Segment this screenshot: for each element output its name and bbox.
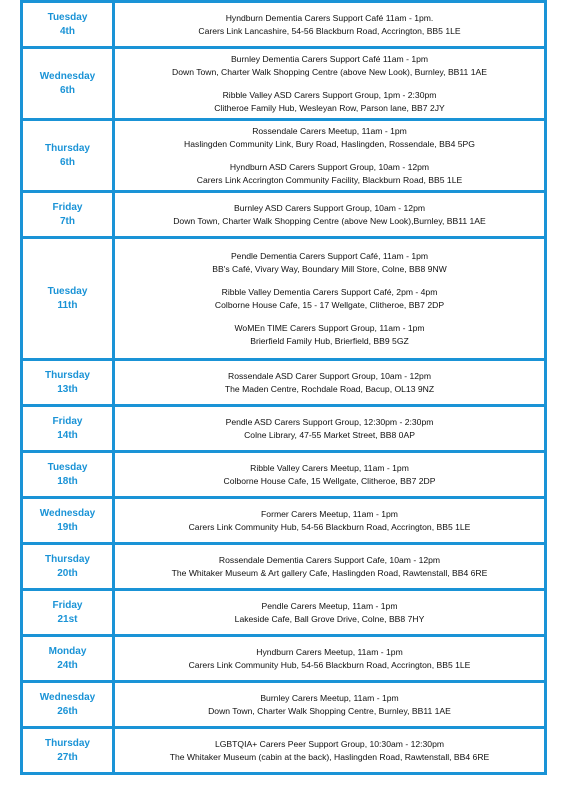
date-label: 14th [57,429,78,441]
schedule-row [22,2,546,48]
date-label: 11th [57,299,78,311]
date-label: 6th [60,84,75,96]
events-cell [114,48,546,120]
day-cell [22,498,114,544]
events-cell [114,498,546,544]
event-title: Ribble Valley Dementia Carers Support Café, 2pm - 4pm [221,287,438,297]
event-title: Pendle ASD Carers Support Group, 12:30pm - 2:30pm [225,417,434,427]
event-item [115,322,544,347]
event-location: Carers Link Community Hub, 54-56 Blackburn Road, Accrington, BB5 1LE [188,521,471,532]
event-item [115,89,544,114]
event-item [115,12,544,37]
events-cell [114,682,546,728]
event-location: Down Town, Charter Walk Shopping Centre (above New Look), Burnley, BB11 1AE [172,66,487,77]
schedule-row [22,406,546,452]
weekday-label: Tuesday [47,285,88,297]
event-title: Hyndburn Dementia Carers Support Café 11am - 1pm. [225,13,434,23]
event-title: Hyndburn ASD Carers Support Group, 10am - 12pm [229,162,430,172]
weekday-label: Wednesday [39,507,96,519]
event-title: Hyndburn Carers Meetup, 11am - 1pm [256,647,403,657]
event-title: Rossendale Dementia Carers Support Cafe, 10am - 12pm [218,555,441,565]
weekday-label: Monday [48,645,87,657]
day-cell [22,452,114,498]
date-label: 7th [60,215,75,227]
weekday-label: Tuesday [47,461,88,473]
event-title: Pendle Carers Meetup, 11am - 1pm [261,601,398,611]
weekday-label: Friday [52,201,83,213]
schedule-row [22,360,546,406]
day-cell [22,682,114,728]
event-item [115,161,544,186]
day-cell [22,120,114,192]
events-cell [114,120,546,192]
schedule-row [22,238,546,360]
date-label: 26th [57,705,78,717]
schedule-row [22,498,546,544]
event-location: Carers Link Lancashire, 54-56 Blackburn Road, Accrington, BB5 1LE [198,25,461,36]
event-location: Carers Link Accrington Community Facility, Blackburn Road, BB5 1LE [196,174,463,185]
schedule-row [22,590,546,636]
date-label: 18th [57,475,78,487]
event-title: WoMEn TIME Carers Support Group, 11am - 1pm [234,323,425,333]
event-location: Colborne House Cafe, 15 - 17 Wellgate, Clitheroe, BB7 2DP [214,299,445,310]
schedule-row [22,728,546,774]
schedule-row [22,48,546,120]
events-cell [114,728,546,774]
event-item [115,554,544,579]
event-title: LGBTQIA+ Carers Peer Support Group, 10:30am - 12:30pm [214,739,445,749]
event-location: Down Town, Charter Walk Shopping Centre (above New Look),Burnley, BB11 1AE [173,215,486,226]
event-title: Burnley Dementia Carers Support Café 11am - 1pm [230,54,429,64]
weekday-label: Wednesday [39,691,96,703]
event-item [115,286,544,311]
day-cell [22,192,114,238]
day-cell [22,238,114,360]
weekday-label: Tuesday [47,11,88,23]
events-cell [114,406,546,452]
event-item [115,600,544,625]
event-item [115,738,544,763]
day-cell [22,544,114,590]
day-cell [22,406,114,452]
event-title: Burnley ASD Carers Support Group, 10am - 12pm [233,203,426,213]
event-item [115,462,544,487]
carers-schedule-table [20,0,547,775]
event-location: Carers Link Community Hub, 54-56 Blackburn Road, Accrington, BB5 1LE [188,659,471,670]
weekday-label: Wednesday [39,70,96,82]
event-location: The Maden Centre, Rochdale Road, Bacup, OL13 9NZ [224,383,435,394]
day-cell [22,360,114,406]
weekday-label: Friday [52,415,83,427]
weekday-label: Thursday [44,737,90,749]
day-cell [22,636,114,682]
event-location: Colne Library, 47-55 Market Street, BB8 0AP [244,429,415,440]
schedule-row [22,636,546,682]
date-label: 20th [57,567,78,579]
event-location: Colborne House Cafe, 15 Wellgate, Clitheroe, BB7 2DP [223,475,436,486]
schedule-row [22,120,546,192]
events-cell [114,590,546,636]
event-item [115,416,544,441]
schedule-row [22,682,546,728]
event-location: Clitheroe Family Hub, Wesleyan Row, Parson lane, BB7 2JY [214,102,445,113]
event-item [115,508,544,533]
weekday-label: Thursday [44,553,90,565]
event-title: Ribble Valley Carers Meetup, 11am - 1pm [250,463,409,473]
day-cell [22,48,114,120]
event-item [115,53,544,78]
event-title: Rossendale Carers Meetup, 11am - 1pm [252,126,407,136]
schedule-row [22,192,546,238]
event-location: BB's Café, Vivary Way, Boundary Mill Store, Colne, BB8 9NW [212,263,447,274]
events-cell [114,238,546,360]
event-title: Ribble Valley ASD Carers Support Group, 1pm - 2:30pm [222,90,437,100]
events-cell [114,544,546,590]
day-cell [22,2,114,48]
event-location: The Whitaker Museum & Art gallery Cafe, Haslingden Road, Rawtenstall, BB4 6RE [171,567,488,578]
event-location: Down Town, Charter Walk Shopping Centre, Burnley, BB11 1AE [208,705,451,716]
event-item [115,692,544,717]
weekday-label: Friday [52,599,83,611]
date-label: 27th [57,751,78,763]
event-item [115,370,544,395]
weekday-label: Thursday [44,142,90,154]
events-cell [114,636,546,682]
event-title: Burnley Carers Meetup, 11am - 1pm [260,693,399,703]
weekday-label: Thursday [44,369,90,381]
date-label: 4th [60,25,75,37]
schedule-row [22,544,546,590]
date-label: 24th [57,659,78,671]
event-location: Brierfield Family Hub, Brierfield, BB9 5GZ [250,335,409,346]
date-label: 21st [57,613,78,625]
events-cell [114,2,546,48]
schedule-body [22,2,546,774]
events-cell [114,360,546,406]
event-item [115,202,544,227]
day-cell [22,590,114,636]
event-title: Rossendale ASD Carer Support Group, 10am - 12pm [227,371,431,381]
event-title: Pendle Dementia Carers Support Café, 11am - 1pm [230,251,429,261]
events-cell [114,452,546,498]
event-title: Former Carers Meetup, 11am - 1pm [261,509,398,519]
event-location: The Whitaker Museum (cabin at the back), Haslingden Road, Rawtenstall, BB4 6RE [169,751,490,762]
event-item [115,125,544,150]
date-label: 13th [57,383,78,395]
events-cell [114,192,546,238]
date-label: 6th [60,156,75,168]
event-location: Haslingden Community Link, Bury Road, Haslingden, Rossendale, BB4 5PG [184,138,475,149]
day-cell [22,728,114,774]
event-location: Lakeside Cafe, Ball Grove Drive, Colne, BB8 7HY [234,613,425,624]
event-item [115,250,544,275]
event-item [115,646,544,671]
schedule-row [22,452,546,498]
date-label: 19th [57,521,78,533]
